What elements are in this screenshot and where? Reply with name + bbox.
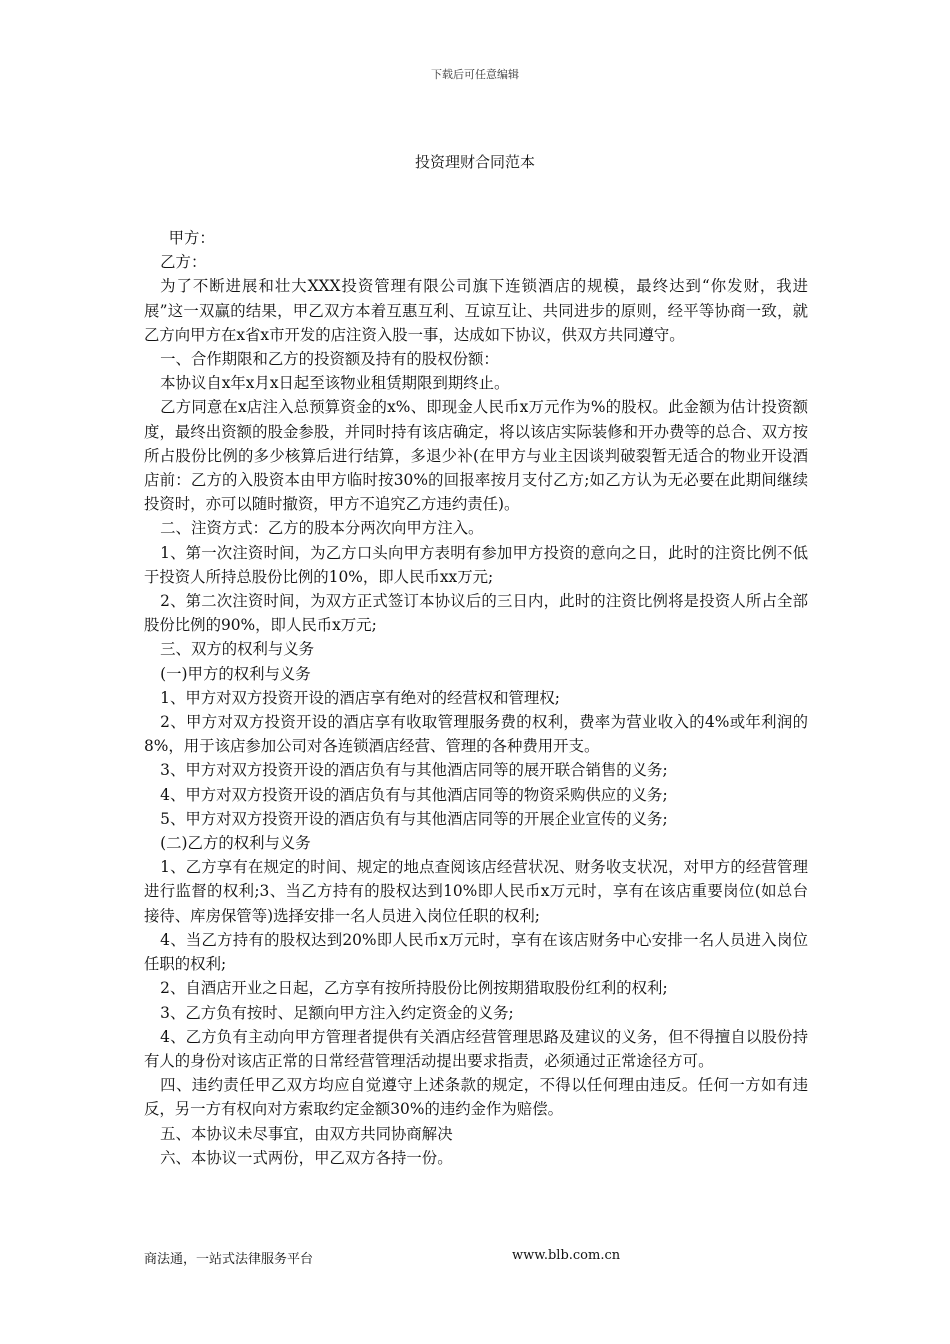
clause-paragraph: 2、甲方对双方投资开设的酒店享有收取管理服务费的权利，费率为营业收入的4%或年利润的8%，用于该店参加公司对各连锁酒店经营、管理的各种费用开支。 bbox=[144, 713, 808, 756]
clause-paragraph: 乙方同意在x店注入总预算资金的x%、即现金人民币x万元作为%的股权。此金额为估计投资额度，最终出资额的股金参股，并同时持有该店确定，将以该店实际装修和开办费等的总合、双方按所占股份比例的多少核算后进行结算，多退少补(在甲方与业主因谈判破裂暂无适合的物业开设酒店前：乙方的入股资本由甲方临时按30%的回报率按月支付乙方;如乙方认为无必要在此期间继续投资时，亦可以随时撤资，甲方不追究乙方违约责任)。 bbox=[144, 398, 808, 514]
party-b-label: 乙方： bbox=[160, 253, 207, 272]
section-heading: 三、双方的权利与义务 bbox=[160, 640, 315, 659]
clause-paragraph: 5、甲方对双方投资开设的酒店负有与其他酒店同等的开展企业宣传的义务; bbox=[160, 809, 668, 828]
section-heading: 二、注资方式：乙方的股本分两次向甲方注入。 bbox=[160, 519, 484, 538]
clause-paragraph: 2、第二次注资时间，为双方正式签订本协议后的三日内，此时的注资比例将是投资人所占全部股份比例的90%，即人民币x万元; bbox=[144, 592, 808, 635]
party-a-label: 甲方： bbox=[168, 229, 215, 247]
clause-paragraph: 4、甲方对双方投资开设的酒店负有与其他酒店同等的物资采购供应的义务; bbox=[160, 785, 668, 804]
preamble-paragraph: 为了不断进展和壮大XXX投资管理有限公司旗下连锁酒店的规模，最终达到“你发财，我进展”这一双赢的结果，甲乙双方本着互惠互利、互谅互让、共同进步的原则，经平等协商一致，就乙方向甲方在x省x市开发的店注资入股一事，达成如下协议，供双方共同遵守。 bbox=[144, 277, 808, 344]
page-header-note: 下载后可任意编辑 bbox=[431, 68, 519, 81]
clause-paragraph: 4、当乙方持有的股权达到20%即人民币x万元时，享有在该店财务中心安排一名人员进入岗位任职的权利; bbox=[144, 930, 808, 974]
clause-paragraph: 本协议自x年x月x日起至该物业租赁期限到期终止。 bbox=[160, 374, 510, 393]
section-heading: 四、违约责任甲乙双方均应自觉遵守上述条款的规定，不得以任何理由违反。任何一方如有违反，另一方有权向对方索取约定金额30%的违约金作为赔偿。 bbox=[144, 1076, 808, 1119]
clause-paragraph: 1、乙方享有在规定的时间、规定的地点查阅该店经营状况、财务收支状况，对甲方的经营管理进行监督的权利;3、当乙方持有的股权达到10%即人民币x万元时，享有在该店重要岗位(如总台接待、库房保管等)选择安排一名人员进入岗位任职的权利; bbox=[144, 858, 808, 925]
contract-body bbox=[144, 226, 808, 1170]
section-heading: 六、本协议一式两份，甲乙双方各持一份。 bbox=[160, 1148, 453, 1167]
section-heading: 一、合作期限和乙方的投资额及持有的股权份额： bbox=[160, 350, 499, 369]
subsection-heading: (一)甲方的权利与义务 bbox=[160, 664, 311, 683]
clause-paragraph: 1、第一次注资时间，为乙方口头向甲方表明有参加甲方投资的意向之日，此时的注资比例不低于投资人所持总股份比例的10%，即人民币xx万元; bbox=[144, 543, 808, 586]
subsection-heading: (二)乙方的权利与义务 bbox=[160, 834, 311, 853]
footer-website: www.blb.com.cn bbox=[512, 1248, 621, 1263]
clause-paragraph: 3、甲方对双方投资开设的酒店负有与其他酒店同等的展开联合销售的义务; bbox=[160, 761, 668, 780]
clause-paragraph: 3、乙方负有按时、足额向甲方注入约定资金的义务; bbox=[160, 1003, 514, 1022]
clause-paragraph: 1、甲方对双方投资开设的酒店享有绝对的经营权和管理权; bbox=[160, 688, 560, 707]
clause-paragraph: 4、乙方负有主动向甲方管理者提供有关酒店经营管理思路及建议的义务，但不得擅自以股份持有人的身份对该店正常的日常经营管理活动提出要求指责，必须通过正常途径方可。 bbox=[144, 1027, 808, 1070]
section-heading: 五、本协议未尽事宜，由双方共同协商解决 bbox=[160, 1124, 453, 1143]
footer-brand-text: 商法通，一站式法律服务平台 bbox=[144, 1252, 314, 1267]
clause-paragraph: 2、自酒店开业之日起，乙方享有按所持股份比例按期猎取股份红利的权利; bbox=[160, 979, 668, 998]
document-title: 投资理财合同范本 bbox=[414, 153, 535, 171]
